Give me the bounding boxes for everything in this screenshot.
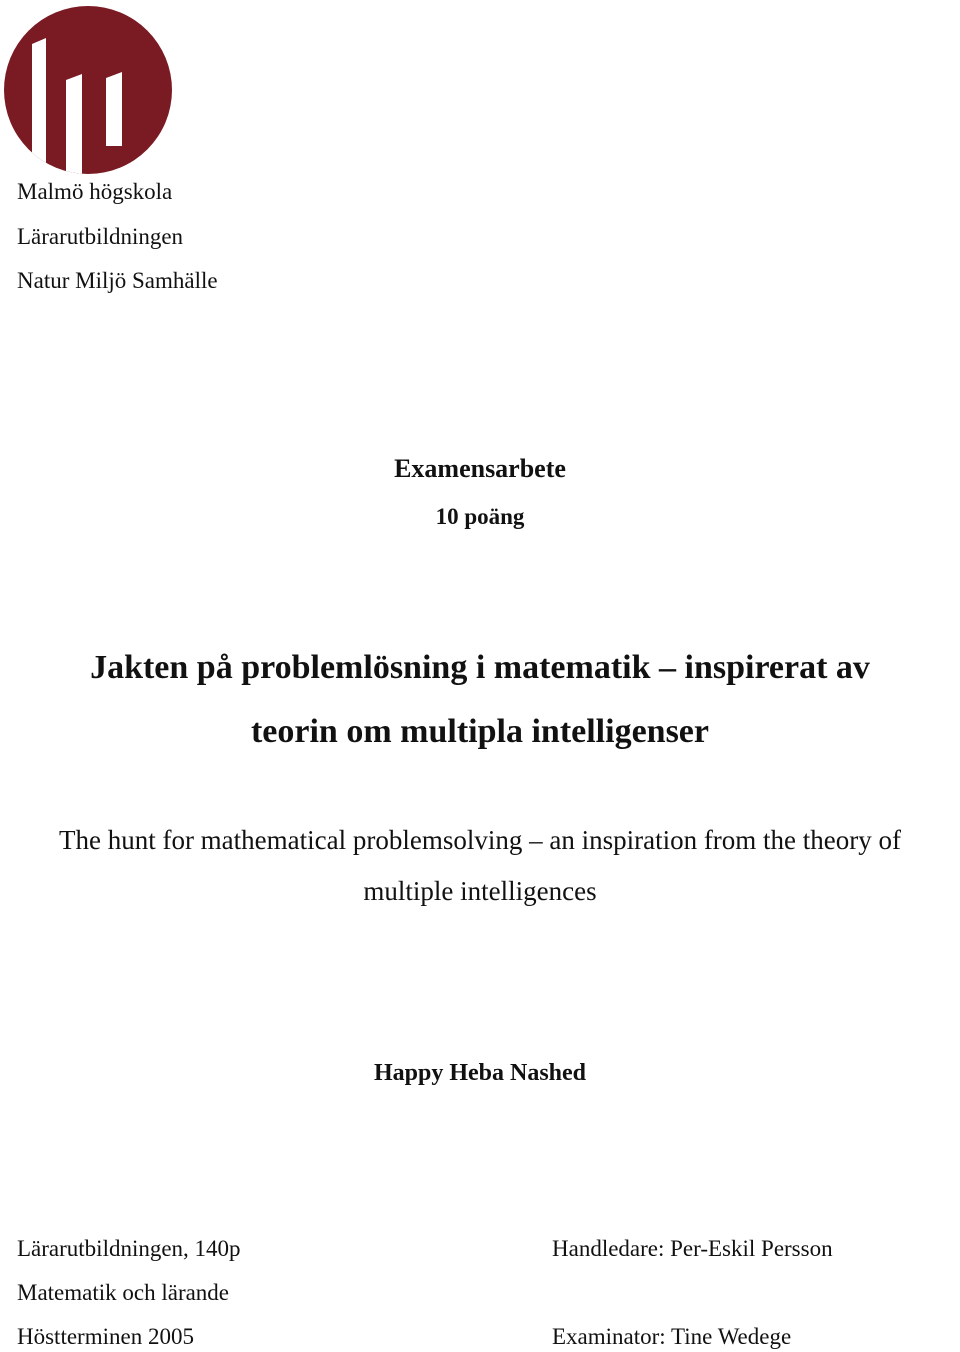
university-logo — [4, 6, 172, 174]
exam-points: 10 poäng — [435, 504, 525, 529]
supervisor: Handledare: Per-Eskil Persson — [552, 1236, 833, 1261]
title-english — [0, 815, 960, 917]
exam-type: Examensarbete — [394, 454, 566, 483]
examiner: Examinator: Tine Wedege — [552, 1324, 792, 1349]
title-swedish-line1: Jakten på problemlösning i matematik – inspirerat av — [90, 649, 870, 686]
title-swedish — [0, 636, 960, 764]
program-name: Lärarutbildningen, 140p — [17, 1236, 241, 1261]
institution-name: Malmö högskola — [17, 179, 173, 204]
author-name: Happy Heba Nashed — [373, 1060, 587, 1086]
title-english-line2: multiple intelligences — [363, 876, 597, 906]
title-english-line1: The hunt for mathematical problemsolving – an inspiration from the theory of — [58, 825, 902, 855]
program-course: Matematik och lärande — [17, 1280, 230, 1305]
program-term: Höstterminen 2005 — [17, 1324, 194, 1349]
institution-program: Natur Miljö Samhälle — [17, 268, 218, 293]
title-swedish-line2: teorin om multipla intelligenser — [250, 713, 709, 750]
institution-department: Lärarutbildningen — [17, 224, 184, 249]
